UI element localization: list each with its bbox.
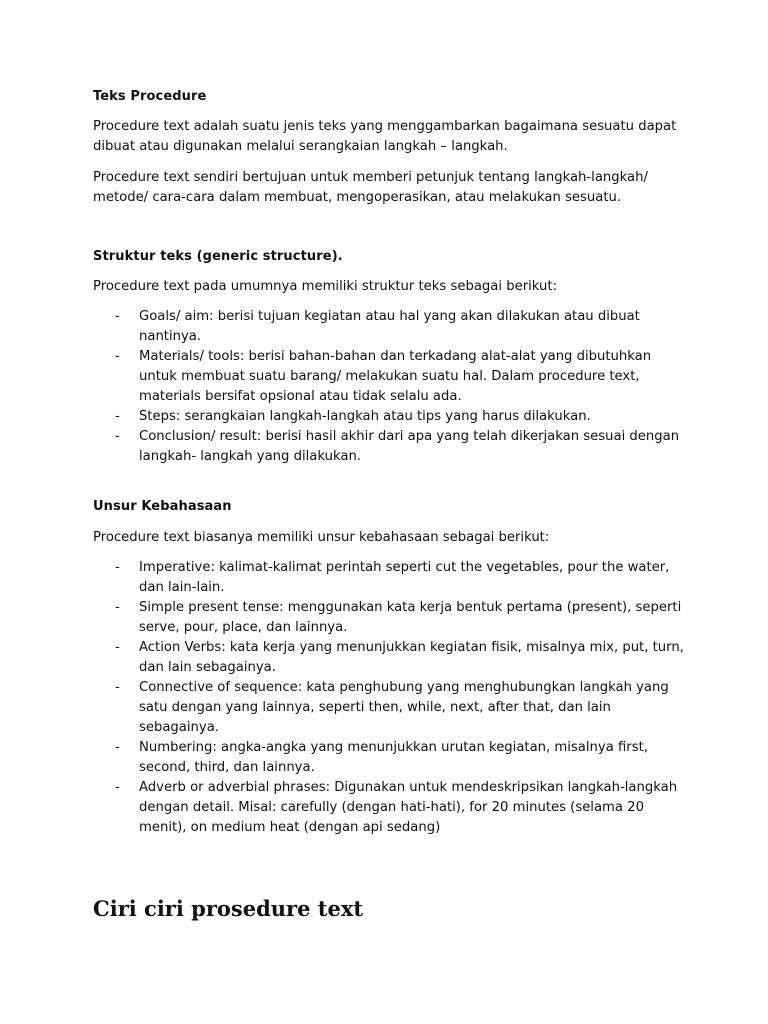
paragraph-definition: Procedure text adalah suatu jenis teks yang menggambarkan bagaimana sesuatu dapat dibuat atau digunakan melalui serangkaian langkah – langkah.: [93, 119, 677, 154]
list-item-text: Imperative: kalimat-kalimat perintah seperti cut the vegetables, pour the water, dan lain-lain.: [139, 560, 670, 595]
list-item-text: Conclusion/ result: berisi hasil akhir dari apa yang telah dikerjakan sesuai dengan langkah- langkah yang dilakukan.: [139, 429, 680, 464]
list-bullet: -: [115, 429, 120, 444]
section-heading-struktur-teks: Struktur teks (generic structure).: [93, 249, 343, 264]
list-item-text: Numbering: angka-angka yang menunjukkan urutan kegiatan, misalnya first, second, third, dan lainnya.: [139, 740, 648, 775]
list-bullet: -: [115, 740, 120, 755]
list-item: [93, 407, 693, 427]
paragraph-unsur-intro: Procedure text biasanya memiliki unsur kebahasaan sebagai berikut:: [93, 530, 550, 545]
language-features-list: [93, 558, 693, 838]
paragraph-purpose: Procedure text sendiri bertujuan untuk memberi petunjuk tentang langkah-langkah/ metode/ cara-cara dalam membuat, mengoperasikan, atau melakukan sesuatu.: [93, 170, 648, 205]
list-item-text: Connective of sequence: kata penghubung yang menghubungkan langkah yang satu dengan yang lainnya, seperti then, while, next, after that, dan lain sebagainya.: [139, 680, 669, 735]
section-heading-teks-procedure: Teks Procedure: [93, 89, 207, 104]
list-bullet: -: [115, 409, 120, 424]
list-item: [93, 558, 693, 598]
list-item: [93, 738, 693, 778]
list-item: [93, 778, 693, 838]
list-bullet: -: [115, 640, 120, 655]
paragraph-struktur-intro: Procedure text pada umumnya memiliki struktur teks sebagai berikut:: [93, 279, 558, 294]
list-bullet: -: [115, 560, 120, 575]
list-item-text: Steps: serangkaian langkah-langkah atau tips yang harus dilakukan.: [139, 409, 591, 424]
section-heading-unsur-kebahasaan: Unsur Kebahasaan: [93, 499, 232, 514]
structure-list: [93, 307, 693, 467]
list-item: [93, 307, 693, 347]
list-item-text: Materials/ tools: berisi bahan-bahan dan terkadang alat-alat yang dibutuhkan untuk membuat suatu barang/ melakukan suatu hal. Dalam procedure text, materials bersifat opsional atau tidak selalu ada.: [139, 349, 652, 404]
list-item: [93, 678, 693, 738]
list-item: [93, 427, 693, 467]
list-item-text: Simple present tense: menggunakan kata kerja bentuk pertama (present), seperti serve, pour, place, dan lainnya.: [139, 600, 682, 635]
list-item: [93, 598, 693, 638]
list-bullet: -: [115, 309, 120, 324]
section-heading-ciri-ciri: Ciri ciri prosedure text: [93, 896, 364, 921]
list-item-text: Goals/ aim: berisi tujuan kegiatan atau hal yang akan dilakukan atau dibuat nantinya.: [139, 309, 640, 344]
list-bullet: -: [115, 600, 120, 615]
list-item: [93, 638, 693, 678]
list-bullet: -: [115, 349, 120, 364]
list-bullet: -: [115, 680, 120, 695]
list-bullet: -: [115, 780, 120, 795]
list-item-text: Action Verbs: kata kerja yang menunjukkan kegiatan fisik, misalnya mix, put, turn, dan lain sebagainya.: [139, 640, 684, 675]
list-item: [93, 347, 693, 407]
list-item-text: Adverb or adverbial phrases: Digunakan untuk mendeskripsikan langkah-langkah dengan detail. Misal: carefully (dengan hati-hati), for 20 minutes (selama 20 menit), on medium heat (dengan api sedang): [139, 780, 678, 835]
